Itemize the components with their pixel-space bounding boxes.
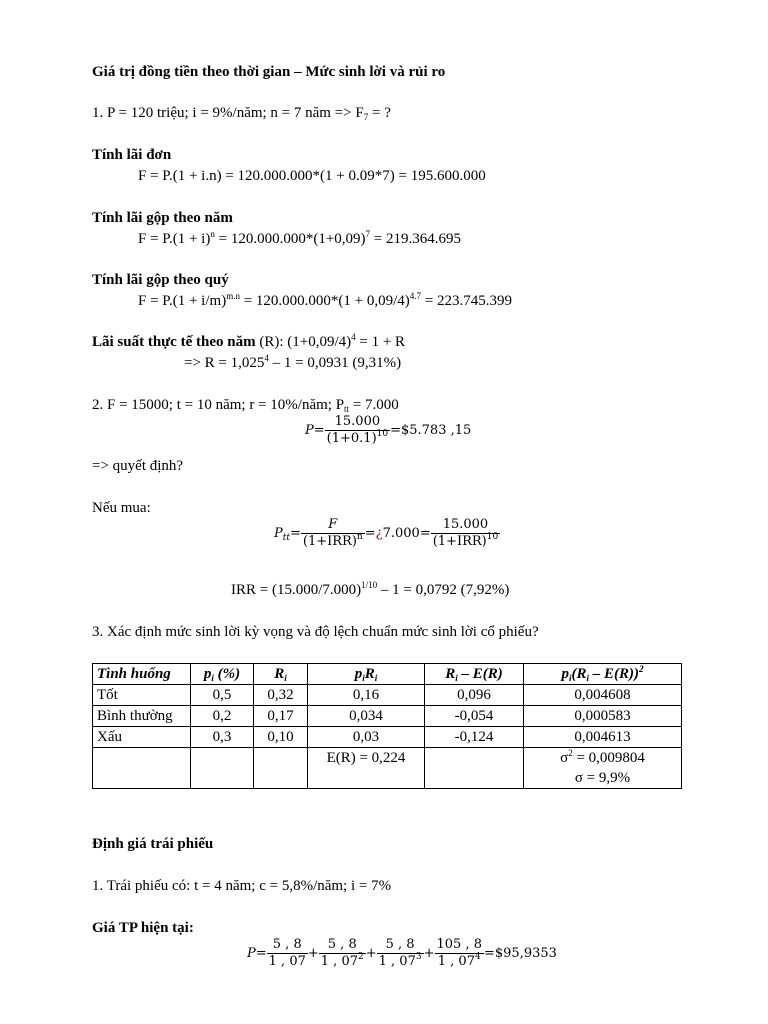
table-cell: -0,054 xyxy=(425,706,524,727)
quarterly-compound-formula: $F = P.(1 + i/m)^{m.n} = 120.000.000*(1 + 0,09/4)^{4.7} = 223.745.399$ xyxy=(138,291,512,309)
header-squared-deviation: $p_i(R_i - E(R))^2$ xyxy=(524,664,682,685)
problem-1-prompt: 1. P = 120 triệu; i = 9%/năm; n = 7 năm => $F_7$ = ? xyxy=(92,105,391,122)
irr-equation: $P_{tt}=$ $\frac{F}{(1+IRR)^n}$ =¿7.000= $\frac{15.000}{(1+IRR)^{10}}$ xyxy=(274,517,499,549)
standard-deviation-value: σ = 9,9% xyxy=(574,770,631,786)
table-cell: 0,17 xyxy=(254,706,308,727)
variance-sd-cell xyxy=(524,748,682,789)
table-cell: 0,004608 xyxy=(524,685,682,706)
present-value-equation: P= $\frac{15.000}{(1+0.1)^{10}}$ =$5.783 ,15 xyxy=(305,414,472,446)
table-cell xyxy=(93,748,191,789)
expected-return-cell: E(R) = 0,224 xyxy=(308,748,425,789)
header-deviation: $R_i - E(R)$ xyxy=(425,664,524,685)
bond-price-equation: P= $\frac{5 , 8}{1 , 07}$ + $\frac{5 , 8}{1 , 07^2}$ + $\frac{5 , 8}{1 , 07^3}$ + $\frac{105 , 8}{1 , 07^4}$ =$95,9353 xyxy=(247,937,557,969)
return-risk-table xyxy=(92,663,682,789)
table-cell: 0,5 xyxy=(191,685,254,706)
table-cell: Xấu xyxy=(93,727,191,748)
if-buy-label: Nếu mua: xyxy=(92,500,151,516)
irr-result: IRR = $(15.000/7.000)^{1/10} - 1 = 0,0792$ (7,92%) xyxy=(231,580,510,598)
table-cell: 0,096 xyxy=(425,685,524,706)
table-cell: 0,034 xyxy=(308,706,425,727)
table-cell: 0,3 xyxy=(191,727,254,748)
table-row xyxy=(93,706,682,727)
table-cell: 0,2 xyxy=(191,706,254,727)
table-cell: 0,004613 xyxy=(524,727,682,748)
effective-rate-line: Lãi suất thực tế theo năm (R): $(1+0,09/4)^4 = 1 + R$ xyxy=(92,332,406,350)
table-cell: Tốt xyxy=(93,685,191,706)
effective-rate-result: => $R = 1,025^4 - 1 = 0,0931$ (9,31%) xyxy=(184,353,402,371)
table-cell xyxy=(425,748,524,789)
table-cell: Bình thường xyxy=(93,706,191,727)
table-header-row xyxy=(93,664,682,685)
quarterly-compound-heading: Tính lãi gộp theo quý xyxy=(92,272,229,288)
variance-value: $\sigma^2 = 0,009804$ xyxy=(560,748,645,766)
decision-question: => quyết định? xyxy=(92,458,184,474)
annual-compound-formula: $F = P.(1 + i)^n = 120.000.000*(1+0,09)^7 = 219.364.695$ xyxy=(138,229,461,247)
bond-price-heading: Giá TP hiện tại: xyxy=(92,920,194,936)
table-row xyxy=(93,685,682,706)
header-weighted-return: $p_iR_i$ xyxy=(308,664,425,685)
table-cell: 0,000583 xyxy=(524,706,682,727)
bond-prompt: 1. Trái phiếu có: t = 4 năm; c = 5,8%/năm; i = 7% xyxy=(92,878,392,894)
table-summary-row xyxy=(93,748,682,789)
table-cell xyxy=(191,748,254,789)
header-scenario: Tình huống xyxy=(93,664,191,685)
table-cell: 0,16 xyxy=(308,685,425,706)
problem-2-prompt: 2. F = 15000; t = 10 năm; r = 10%/năm; $P_{tt} = 7.000$ xyxy=(92,397,399,414)
table-cell: 0,32 xyxy=(254,685,308,706)
problem-3-prompt: 3. Xác định mức sinh lời kỳ vọng và độ lệch chuẩn mức sinh lời cổ phiếu? xyxy=(92,624,539,640)
simple-interest-heading: Tính lãi đơn xyxy=(92,147,172,163)
table-row xyxy=(93,727,682,748)
header-return: $R_i$ xyxy=(254,664,308,685)
annual-compound-heading: Tính lãi gộp theo năm xyxy=(92,210,233,226)
table-cell: 0,10 xyxy=(254,727,308,748)
page-title: Giá trị đồng tiền theo thời gian – Mức sinh lời và rủi ro xyxy=(92,64,446,80)
simple-interest-formula: F = P.(1 + i.n) = 120.000.000*(1 + 0.09*7) = 195.600.000 xyxy=(138,168,486,184)
bond-valuation-heading: Định giá trái phiếu xyxy=(92,836,214,852)
table-cell: 0,03 xyxy=(308,727,425,748)
table-cell xyxy=(254,748,308,789)
header-probability: $p_i$ (%) xyxy=(191,664,254,685)
table-cell: -0,124 xyxy=(425,727,524,748)
